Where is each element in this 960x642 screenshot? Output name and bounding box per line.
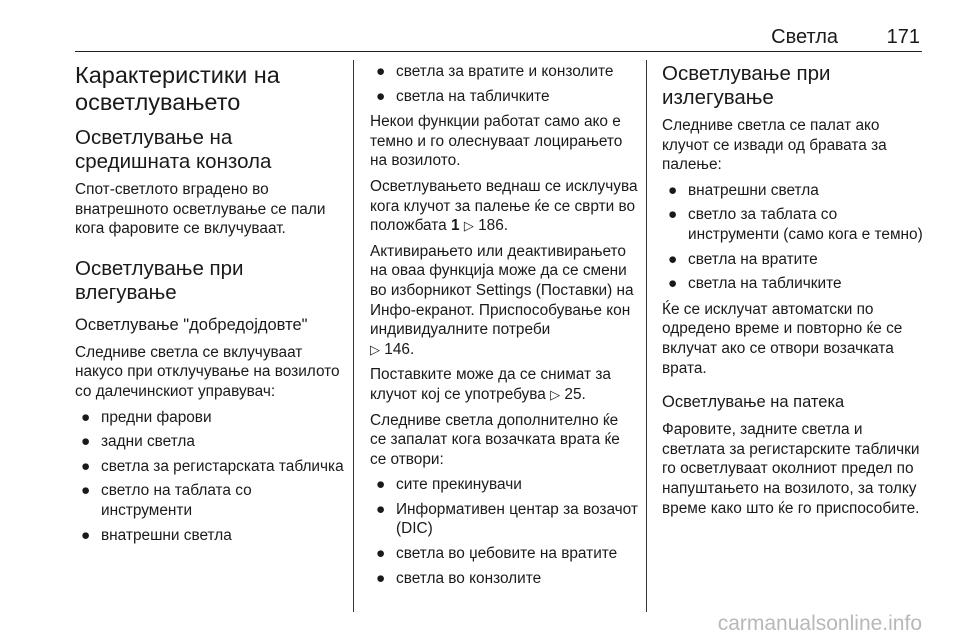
bullet-list bbox=[75, 408, 345, 546]
paragraph: Поставките може да се снимат за клучот кој се употребува ▷ 25. bbox=[370, 366, 611, 403]
column-divider-2 bbox=[646, 60, 647, 612]
page-reference-icon: ▷ bbox=[370, 341, 380, 357]
page-reference-icon: ▷ bbox=[463, 218, 474, 234]
list-item: ● светло за таблата со инструменти (само кога е темно) bbox=[668, 206, 923, 243]
bullet-icon: ● bbox=[81, 482, 91, 500]
bullet-icon: ● bbox=[376, 476, 386, 494]
list-item: ● светла за регистарската табличка bbox=[81, 457, 344, 475]
bullet-icon: ● bbox=[668, 275, 678, 293]
bullet-icon: ● bbox=[81, 457, 91, 475]
paragraph: Активирањето или деактивирањето на оваа функција може да се смени во изборникот Settings (Поставки) на Инфо-екранот. Приспособување кон индивидуалните потреби ▷ 146. bbox=[370, 242, 634, 358]
paragraph: Следниве светла се палат ако клучот се извади од бравата за палење: bbox=[662, 117, 887, 174]
header-rule bbox=[75, 51, 922, 52]
bullet-list bbox=[370, 475, 638, 588]
page-reference[interactable]: 146. bbox=[384, 340, 415, 358]
column-divider-1 bbox=[353, 60, 354, 612]
page-number: 171 bbox=[886, 26, 920, 48]
column-2 bbox=[370, 62, 638, 594]
bullet-icon: ● bbox=[376, 569, 386, 587]
page-reference-icon: ▷ bbox=[550, 386, 561, 402]
column-1 bbox=[75, 62, 345, 551]
bullet-icon: ● bbox=[668, 250, 678, 268]
bullet-icon: ● bbox=[668, 181, 678, 199]
page-reference[interactable]: 186. bbox=[478, 217, 509, 235]
section-heading-entry-lighting: Осветлување при влегување bbox=[75, 256, 244, 304]
list-item: ● внатрешни светла bbox=[668, 181, 819, 199]
page-header bbox=[75, 26, 922, 50]
bullet-icon: ● bbox=[668, 206, 678, 224]
bullet-list bbox=[662, 181, 924, 294]
bullet-list bbox=[370, 62, 638, 106]
list-item: ● светла за вратите и конзолите bbox=[376, 63, 614, 80]
list-item: ● предни фарови bbox=[81, 408, 212, 426]
bullet-icon: ● bbox=[81, 408, 91, 426]
column-3 bbox=[662, 62, 924, 524]
list-item: ● светла на табличките bbox=[668, 275, 842, 293]
paragraph: Осветлувањето веднаш се исклучува кога клучот за палење ќе се сврти во положбата 1 ▷ 186. bbox=[370, 177, 638, 235]
subsection-heading-path-lighting: Осветлување на патека bbox=[662, 393, 845, 412]
ignition-position: 1 bbox=[450, 217, 460, 235]
running-title: Светла bbox=[771, 26, 838, 48]
bullet-icon: ● bbox=[376, 500, 386, 518]
list-item: ● светло на таблата со инструменти bbox=[81, 482, 252, 519]
bullet-icon: ● bbox=[81, 526, 91, 544]
chapter-heading: Карактеристики на осветлувањето bbox=[75, 62, 280, 115]
watermark: carmanualsonline.info bbox=[717, 612, 922, 635]
paragraph: Некои функции работат само ако е темно и го олеснуваат лоцирањето на возилото. bbox=[370, 113, 623, 170]
paragraph: Ќе се исклучат автоматски по одредено време и повторно ќе се вклучат ако се отвори возачката врата. bbox=[662, 300, 903, 377]
subsection-heading-welcome: Осветлување "добредојдовте" bbox=[75, 315, 308, 334]
list-item: ● светла на вратите bbox=[668, 250, 818, 268]
bullet-icon: ● bbox=[376, 545, 386, 563]
list-item: ● светла на табличките bbox=[376, 87, 550, 105]
paragraph: Следниве светла се вклучуваат накусо при отклучување на возилото со далечинскиот управувач: bbox=[75, 343, 340, 400]
section-heading-center-console: Осветлување на средишната конзола bbox=[75, 126, 272, 173]
list-item: ● задни светла bbox=[81, 433, 195, 451]
bullet-icon: ● bbox=[376, 87, 386, 105]
bullet-icon: ● bbox=[81, 433, 91, 451]
list-item: ● внатрешни светла bbox=[81, 526, 232, 544]
page-reference[interactable]: 25. bbox=[564, 385, 586, 403]
list-item: ● светла во конзолите bbox=[376, 569, 542, 587]
list-item: ● Информативен центар за возачот (DIC) bbox=[376, 500, 638, 538]
paragraph: Следниве светла дополнително ќе се запалат кога возачката врата ќе се отвори: bbox=[370, 411, 620, 468]
paragraph: Спот-светлото вградено во внатрешното осветлување се пали кога фаровите се вклучуваат. bbox=[75, 181, 326, 238]
paragraph: Фаровите, задните светла и светлата за регистарските таблички го осветлуваат околниот предел по напуштањето на возилото, за толку време како што ќе го приспособите. bbox=[662, 421, 920, 517]
list-item: ● сите прекинувачи bbox=[376, 476, 522, 494]
section-heading-exit-lighting: Осветлување при излегување bbox=[662, 62, 831, 109]
list-item: ● светла во џебовите на вратите bbox=[376, 545, 618, 563]
bullet-icon: ● bbox=[376, 63, 386, 80]
